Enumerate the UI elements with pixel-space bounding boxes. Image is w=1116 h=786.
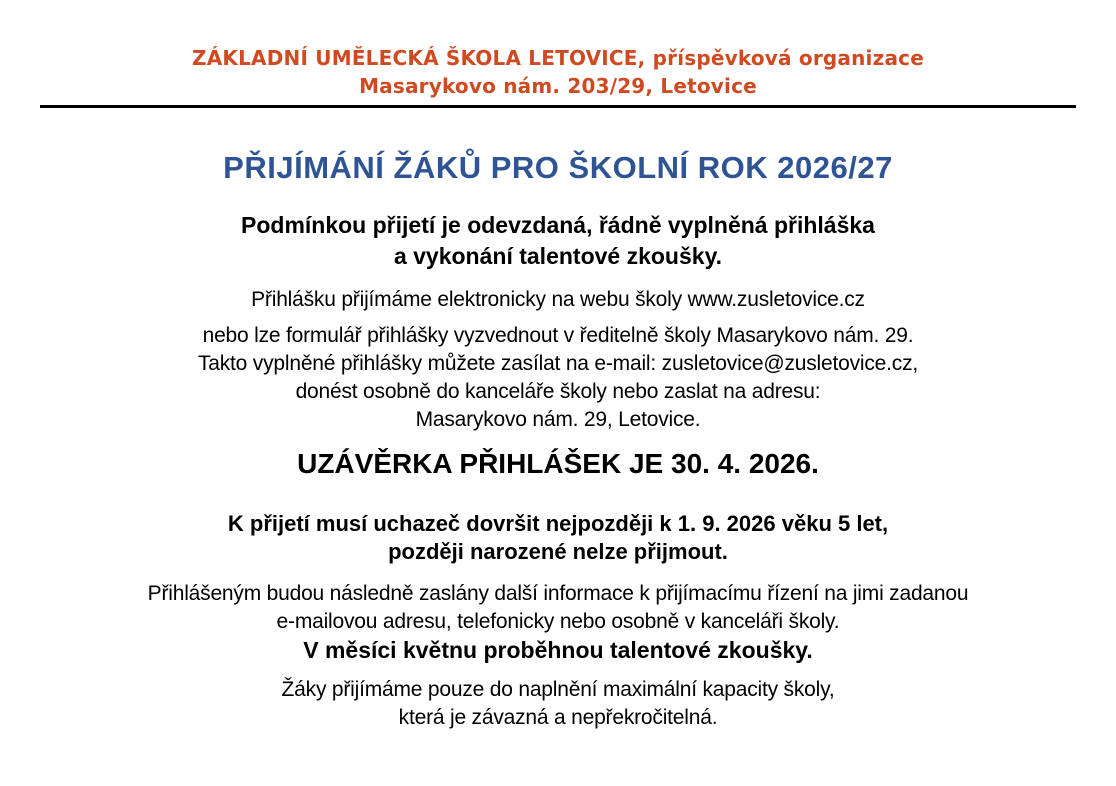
paragraph-followup-info (0, 580, 1116, 664)
text-line: která je závazná a nepřekročitelná. (398, 706, 718, 729)
paragraph-electronic-application (0, 286, 1116, 314)
text-line: a vykonání talentové zkoušky. (393, 243, 723, 269)
text-line: nebo lze formulář přihlášky vyzvednout v ředitelně školy Masarykovo nám. 29. (202, 324, 914, 347)
deadline-text: UZÁVĚRKA PŘIHLÁŠEK JE 30. 4. 2026. (297, 448, 819, 479)
text-line: Podmínkou přijetí je odevzdaná, řádně vyplněná přihláška (241, 212, 875, 238)
text-line: později narozené nelze přijmout. (388, 539, 728, 564)
talent-exams-text: V měsíci květnu proběhnou talentové zkoušky. (303, 637, 813, 663)
paragraph-age-requirement (0, 510, 1116, 566)
paragraph-admission-condition (0, 210, 1116, 272)
paragraph-capacity (0, 676, 1116, 732)
paragraph-form-options (0, 322, 1116, 434)
text-line: Přihlášeným budou následně zaslány další informace k přijímacímu řízení na jimi zadanou (147, 582, 969, 605)
document-header (0, 44, 1116, 100)
header-divider (40, 105, 1076, 108)
school-address: Masarykovo nám. 203/29, Letovice (359, 74, 757, 98)
text-line: e-mailovou adresu, telefonicky nebo osobně v kanceláři školy. (276, 610, 840, 633)
text-line: Žáky přijímáme pouze do naplnění maximální kapacity školy, (281, 678, 835, 701)
text-line: K přijetí musí uchazeč dovršit nejpozději k 1. 9. 2026 věku 5 let, (227, 511, 889, 536)
text-line: donést osobně do kanceláře školy nebo zaslat na adresu: (295, 380, 821, 403)
page-title: PŘIJÍMÁNÍ ŽÁKŮ PRO ŠKOLNÍ ROK 2026/27 (223, 150, 893, 185)
text-line: Masarykovo nám. 29, Letovice. (415, 408, 701, 431)
text-line: Takto vyplněné přihlášky můžete zasílat na e-mail: zusletovice@zusletovice.cz, (197, 352, 919, 375)
paragraph-deadline (0, 446, 1116, 482)
school-name: ZÁKLADNÍ UMĚLECKÁ ŠKOLA LETOVICE, příspěvková organizace (192, 46, 924, 70)
text-line: Přihlášku přijímáme elektronicky na webu školy www.zusletovice.cz (251, 288, 865, 311)
